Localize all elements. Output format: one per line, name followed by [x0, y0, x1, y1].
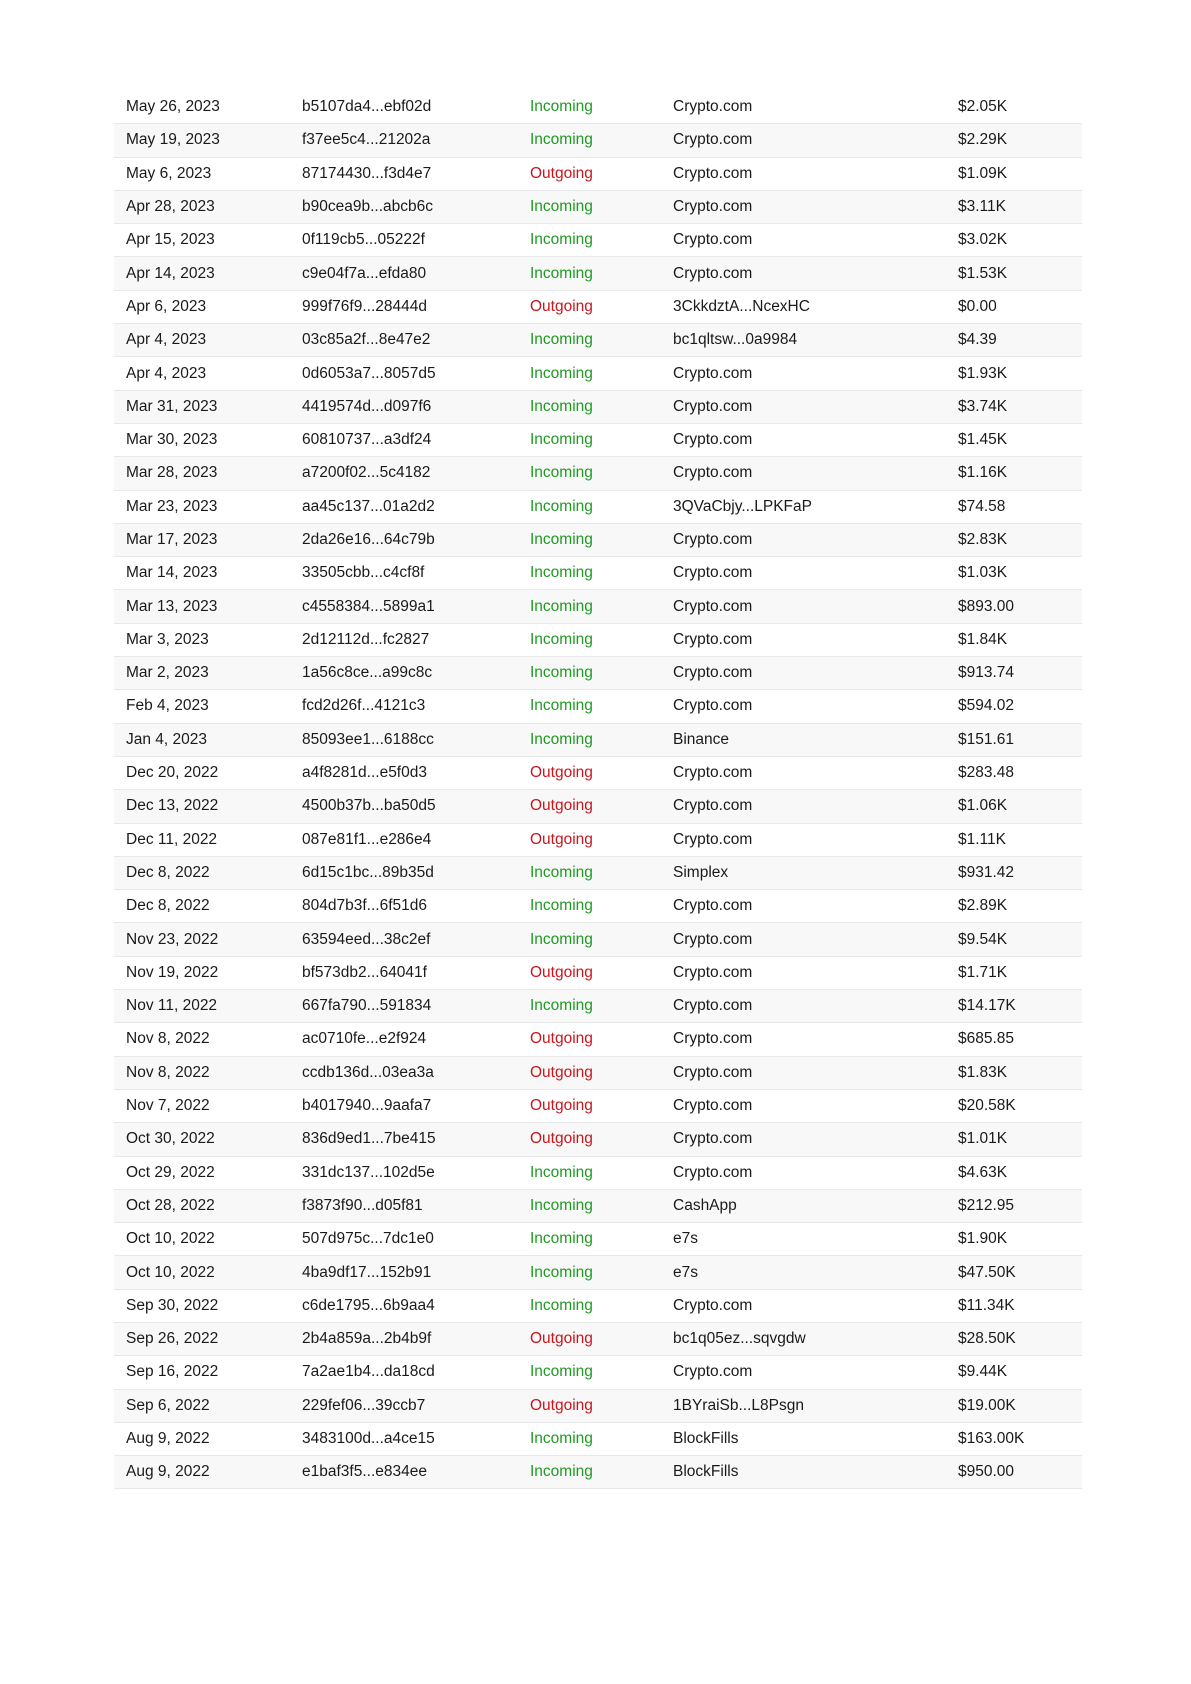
tx-hash: 4ba9df17...152b91 [302, 1263, 432, 1281]
tx-hash: 85093ee1...6188cc [302, 730, 434, 748]
table-row [114, 690, 1082, 723]
tx-direction: Outgoing [530, 1030, 593, 1048]
tx-amount: $212.95 [958, 1196, 1015, 1214]
tx-date: Oct 30, 2022 [126, 1130, 215, 1148]
tx-counterparty: Crypto.com [673, 364, 753, 382]
tx-date: Mar 30, 2023 [126, 431, 218, 449]
tx-direction: Incoming [530, 1363, 593, 1381]
tx-amount: $3.74K [958, 397, 1008, 415]
tx-amount: $20.58K [958, 1097, 1016, 1115]
tx-date: Dec 8, 2022 [126, 897, 210, 915]
tx-direction: Incoming [530, 331, 593, 349]
tx-hash: 087e81f1...e286e4 [302, 830, 432, 848]
tx-hash: 4500b37b...ba50d5 [302, 797, 436, 815]
tx-hash: 6d15c1bc...89b35d [302, 863, 434, 881]
tx-hash: 0f119cb5...05222f [302, 231, 425, 249]
tx-date: Nov 7, 2022 [126, 1097, 210, 1115]
tx-amount: $1.06K [958, 797, 1008, 815]
tx-hash: 87174430...f3d4e7 [302, 164, 432, 182]
tx-hash: aa45c137...01a2d2 [302, 497, 435, 515]
tx-hash: 60810737...a3df24 [302, 431, 432, 449]
tx-counterparty: Crypto.com [673, 1130, 753, 1148]
tx-hash: c6de1795...6b9aa4 [302, 1296, 435, 1314]
tx-hash: 63594eed...38c2ef [302, 930, 431, 948]
tx-date: Dec 20, 2022 [126, 764, 219, 782]
tx-date: Mar 31, 2023 [126, 397, 218, 415]
tx-amount: $74.58 [958, 497, 1006, 515]
table-row [114, 557, 1082, 590]
tx-date: Apr 4, 2023 [126, 331, 207, 349]
table-row [114, 1290, 1082, 1323]
tx-direction: Incoming [530, 497, 593, 515]
tx-date: Sep 16, 2022 [126, 1363, 219, 1381]
table-row [114, 224, 1082, 257]
table-row [114, 1390, 1082, 1423]
tx-date: Oct 10, 2022 [126, 1263, 215, 1281]
tx-date: Sep 6, 2022 [126, 1396, 210, 1414]
tx-amount: $893.00 [958, 597, 1015, 615]
tx-amount: $3.11K [958, 198, 1006, 216]
tx-hash: 667fa790...591834 [302, 997, 432, 1015]
tx-date: Nov 11, 2022 [126, 997, 218, 1015]
tx-date: Mar 17, 2023 [126, 531, 218, 548]
tx-hash: b5107da4...ebf02d [302, 98, 432, 116]
tx-date: Aug 9, 2022 [126, 1463, 210, 1481]
tx-amount: $28.50K [958, 1330, 1016, 1348]
tx-date: Sep 30, 2022 [126, 1296, 219, 1314]
tx-counterparty: Crypto.com [673, 531, 753, 548]
tx-counterparty: Crypto.com [673, 897, 753, 915]
transactions-table [114, 91, 1082, 1489]
tx-hash: 4419574d...d097f6 [302, 397, 432, 415]
tx-counterparty: Crypto.com [673, 464, 753, 482]
tx-counterparty: Crypto.com [673, 1097, 753, 1115]
tx-direction: Incoming [530, 397, 593, 415]
tx-hash: 7a2ae1b4...da18cd [302, 1363, 435, 1381]
table-row [114, 857, 1082, 890]
tx-date: Oct 10, 2022 [126, 1230, 215, 1248]
tx-date: Dec 8, 2022 [126, 863, 210, 881]
tx-date: May 26, 2023 [126, 98, 220, 116]
tx-amount: $11.34K [958, 1296, 1015, 1314]
tx-counterparty: Crypto.com [673, 997, 753, 1015]
tx-direction: Outgoing [530, 764, 593, 782]
table-row [114, 757, 1082, 790]
tx-counterparty: Crypto.com [673, 697, 753, 715]
tx-date: Apr 4, 2023 [126, 364, 207, 382]
tx-date: Oct 29, 2022 [126, 1163, 215, 1181]
tx-amount: $1.93K [958, 364, 1008, 382]
tx-direction: Incoming [530, 231, 593, 249]
tx-amount: $1.83K [958, 1063, 1008, 1081]
table-row [114, 391, 1082, 424]
tx-direction: Outgoing [530, 1063, 593, 1081]
tx-hash: 2d12112d...fc2827 [302, 630, 430, 648]
tx-direction: Incoming [530, 1196, 593, 1214]
tx-direction: Incoming [530, 198, 593, 216]
table-row [114, 1157, 1082, 1190]
tx-hash: 507d975c...7dc1e0 [302, 1230, 434, 1248]
table-row [114, 324, 1082, 357]
tx-amount: $913.74 [958, 664, 1015, 682]
tx-direction: Outgoing [530, 1396, 593, 1414]
tx-direction: Incoming [530, 564, 593, 582]
tx-counterparty: Crypto.com [673, 98, 753, 116]
tx-amount: $1.53K [958, 264, 1008, 282]
tx-hash: 999f76f9...28444d [302, 297, 427, 315]
tx-direction: Incoming [530, 131, 593, 149]
tx-direction: Incoming [530, 597, 593, 615]
tx-amount: $2.05K [958, 98, 1008, 116]
tx-counterparty: e7s [673, 1263, 698, 1281]
tx-counterparty: Crypto.com [673, 597, 753, 615]
tx-counterparty: Crypto.com [673, 963, 753, 981]
table-row [114, 124, 1082, 157]
tx-counterparty: Crypto.com [673, 564, 753, 582]
tx-amount: $151.61 [958, 730, 1015, 748]
tx-hash: 03c85a2f...8e47e2 [302, 331, 431, 349]
tx-date: Mar 14, 2023 [126, 564, 218, 582]
tx-date: Nov 19, 2022 [126, 963, 219, 981]
table-row [114, 1456, 1082, 1489]
tx-amount: $931.42 [958, 863, 1015, 881]
tx-counterparty: Crypto.com [673, 1030, 753, 1048]
tx-counterparty: Crypto.com [673, 664, 753, 682]
tx-amount: $2.29K [958, 131, 1008, 149]
tx-counterparty: 1BYraiSb...L8Psgn [673, 1396, 804, 1414]
tx-direction: Incoming [530, 730, 593, 748]
table-row [114, 1323, 1082, 1356]
tx-direction: Incoming [530, 1263, 593, 1281]
tx-hash: 2da26e16...64c79b [302, 531, 435, 548]
tx-counterparty: bc1q05ez...sqvgdw [673, 1330, 806, 1348]
tx-date: Dec 13, 2022 [126, 797, 219, 815]
tx-hash: bf573db2...64041f [302, 963, 427, 981]
tx-direction: Outgoing [530, 164, 593, 182]
table-row [114, 790, 1082, 823]
tx-direction: Incoming [530, 1463, 593, 1481]
tx-direction: Outgoing [530, 297, 593, 315]
tx-hash: ac0710fe...e2f924 [302, 1030, 427, 1048]
tx-direction: Incoming [530, 431, 593, 449]
tx-hash: 2b4a859a...2b4b9f [302, 1330, 432, 1348]
tx-hash: f3873f90...d05f81 [302, 1196, 423, 1214]
tx-counterparty: Crypto.com [673, 630, 753, 648]
tx-counterparty: Crypto.com [673, 431, 753, 449]
tx-counterparty: Crypto.com [673, 764, 753, 782]
tx-counterparty: Crypto.com [673, 198, 753, 216]
table-row [114, 491, 1082, 524]
tx-hash: fcd2d26f...4121c3 [302, 697, 426, 715]
tx-direction: Incoming [530, 531, 593, 548]
table-row [114, 257, 1082, 290]
tx-amount: $1.90K [958, 1230, 1008, 1248]
tx-date: Apr 28, 2023 [126, 198, 215, 216]
table-row [114, 824, 1082, 857]
tx-amount: $19.00K [958, 1396, 1016, 1414]
tx-direction: Incoming [530, 98, 593, 116]
tx-amount: $1.01K [958, 1130, 1008, 1148]
tx-hash: f37ee5c4...21202a [302, 131, 431, 149]
tx-amount: $0.00 [958, 297, 997, 315]
tx-direction: Incoming [530, 897, 593, 915]
tx-direction: Incoming [530, 664, 593, 682]
tx-direction: Incoming [530, 464, 593, 482]
tx-direction: Outgoing [530, 797, 593, 815]
tx-date: Apr 14, 2023 [126, 264, 215, 282]
table-row [114, 1223, 1082, 1256]
table-row [114, 91, 1082, 124]
tx-date: Mar 3, 2023 [126, 630, 209, 648]
tx-date: Dec 11, 2022 [126, 830, 218, 848]
tx-date: Nov 8, 2022 [126, 1030, 210, 1048]
tx-date: Feb 4, 2023 [126, 697, 209, 715]
tx-amount: $163.00K [958, 1430, 1025, 1448]
tx-direction: Outgoing [530, 1130, 593, 1148]
table-row [114, 291, 1082, 324]
table-row [114, 1123, 1082, 1156]
table-row [114, 1090, 1082, 1123]
tx-date: Mar 2, 2023 [126, 664, 209, 682]
tx-hash: 331dc137...102d5e [302, 1163, 435, 1181]
tx-hash: a7200f02...5c4182 [302, 464, 431, 482]
table-row [114, 457, 1082, 490]
tx-direction: Incoming [530, 863, 593, 881]
table-row [114, 990, 1082, 1023]
tx-hash: a4f8281d...e5f0d3 [302, 764, 427, 782]
tx-counterparty: CashApp [673, 1196, 737, 1214]
table-row [114, 1057, 1082, 1090]
table-row [114, 1190, 1082, 1223]
tx-date: Apr 6, 2023 [126, 297, 207, 315]
table-row [114, 1256, 1082, 1289]
tx-hash: ccdb136d...03ea3a [302, 1063, 434, 1081]
tx-counterparty: Crypto.com [673, 1296, 753, 1314]
tx-hash: c4558384...5899a1 [302, 597, 435, 615]
tx-counterparty: 3QVaCbjy...LPKFaP [673, 497, 812, 515]
table-row [114, 424, 1082, 457]
tx-date: Mar 28, 2023 [126, 464, 218, 482]
table-row [114, 1023, 1082, 1056]
tx-amount: $283.48 [958, 764, 1015, 782]
tx-direction: Incoming [530, 1230, 593, 1248]
tx-direction: Incoming [530, 1296, 593, 1314]
table-row [114, 890, 1082, 923]
tx-amount: $2.83K [958, 531, 1008, 548]
tx-direction: Outgoing [530, 963, 593, 981]
tx-amount: $1.45K [958, 431, 1008, 449]
tx-hash: b90cea9b...abcb6c [302, 198, 433, 216]
tx-direction: Incoming [530, 697, 593, 715]
tx-counterparty: Crypto.com [673, 830, 753, 848]
tx-amount: $47.50K [958, 1263, 1016, 1281]
table-row [114, 1356, 1082, 1389]
table-row [114, 657, 1082, 690]
tx-hash: c9e04f7a...efda80 [302, 264, 427, 282]
tx-counterparty: Crypto.com [673, 930, 753, 948]
tx-amount: $1.84K [958, 630, 1008, 648]
tx-direction: Incoming [530, 1430, 593, 1448]
tx-counterparty: Crypto.com [673, 1163, 753, 1181]
table-row [114, 590, 1082, 623]
tx-direction: Incoming [530, 1163, 593, 1181]
tx-direction: Incoming [530, 930, 593, 948]
tx-date: Jan 4, 2023 [126, 730, 208, 748]
tx-date: Apr 15, 2023 [126, 231, 215, 249]
tx-counterparty: Crypto.com [673, 1063, 753, 1081]
tx-counterparty: 3CkkdztA...NcexHC [673, 297, 810, 315]
tx-hash: e1baf3f5...e834ee [302, 1463, 427, 1481]
tx-date: May 6, 2023 [126, 164, 212, 182]
table-row [114, 724, 1082, 757]
tx-date: May 19, 2023 [126, 131, 220, 149]
tx-counterparty: BlockFills [673, 1463, 739, 1481]
tx-direction: Incoming [530, 997, 593, 1015]
tx-date: Nov 23, 2022 [126, 930, 219, 948]
tx-counterparty: Binance [673, 730, 730, 748]
tx-hash: 836d9ed1...7be415 [302, 1130, 436, 1148]
tx-date: Mar 13, 2023 [126, 597, 218, 615]
table-row [114, 191, 1082, 224]
tx-hash: 804d7b3f...6f51d6 [302, 897, 427, 915]
tx-amount: $594.02 [958, 697, 1015, 715]
table-row [114, 524, 1082, 557]
tx-amount: $4.39 [958, 331, 997, 349]
tx-date: Aug 9, 2022 [126, 1430, 210, 1448]
tx-direction: Incoming [530, 264, 593, 282]
tx-counterparty: Crypto.com [673, 131, 753, 149]
tx-amount: $1.11K [958, 830, 1006, 848]
tx-amount: $1.09K [958, 164, 1008, 182]
tx-counterparty: Simplex [673, 863, 729, 881]
table-row [114, 624, 1082, 657]
table-row [114, 923, 1082, 956]
tx-counterparty: Crypto.com [673, 797, 753, 815]
tx-hash: b4017940...9aafa7 [302, 1097, 432, 1115]
tx-amount: $1.03K [958, 564, 1008, 582]
tx-direction: Outgoing [530, 830, 593, 848]
tx-date: Sep 26, 2022 [126, 1330, 219, 1348]
tx-counterparty: Crypto.com [673, 397, 753, 415]
tx-counterparty: Crypto.com [673, 1363, 753, 1381]
tx-hash: 33505cbb...c4cf8f [302, 564, 425, 582]
tx-counterparty: Crypto.com [673, 231, 753, 249]
tx-amount: $3.02K [958, 231, 1008, 249]
tx-amount: $950.00 [958, 1463, 1015, 1481]
tx-direction: Outgoing [530, 1330, 593, 1348]
table-row [114, 158, 1082, 191]
tx-date: Nov 8, 2022 [126, 1063, 210, 1081]
tx-date: Mar 23, 2023 [126, 497, 218, 515]
tx-hash: 1a56c8ce...a99c8c [302, 664, 433, 682]
tx-counterparty: bc1qltsw...0a9984 [673, 331, 798, 349]
table-row [114, 957, 1082, 990]
tx-amount: $14.17K [958, 997, 1016, 1015]
tx-counterparty: e7s [673, 1230, 698, 1248]
tx-hash: 229fef06...39ccb7 [302, 1396, 426, 1414]
tx-counterparty: BlockFills [673, 1430, 739, 1448]
tx-amount: $685.85 [958, 1030, 1015, 1048]
tx-amount: $2.89K [958, 897, 1008, 915]
tx-amount: $9.54K [958, 930, 1008, 948]
tx-hash: 3483100d...a4ce15 [302, 1430, 435, 1448]
table-row [114, 1423, 1082, 1456]
table-row [114, 357, 1082, 390]
tx-amount: $9.44K [958, 1363, 1008, 1381]
tx-amount: $1.16K [958, 464, 1008, 482]
tx-direction: Incoming [530, 364, 593, 382]
tx-direction: Incoming [530, 630, 593, 648]
tx-counterparty: Crypto.com [673, 264, 753, 282]
tx-direction: Outgoing [530, 1097, 593, 1115]
tx-amount: $1.71K [958, 963, 1008, 981]
tx-date: Oct 28, 2022 [126, 1196, 215, 1214]
tx-amount: $4.63K [958, 1163, 1008, 1181]
tx-hash: 0d6053a7...8057d5 [302, 364, 436, 382]
tx-counterparty: Crypto.com [673, 164, 753, 182]
